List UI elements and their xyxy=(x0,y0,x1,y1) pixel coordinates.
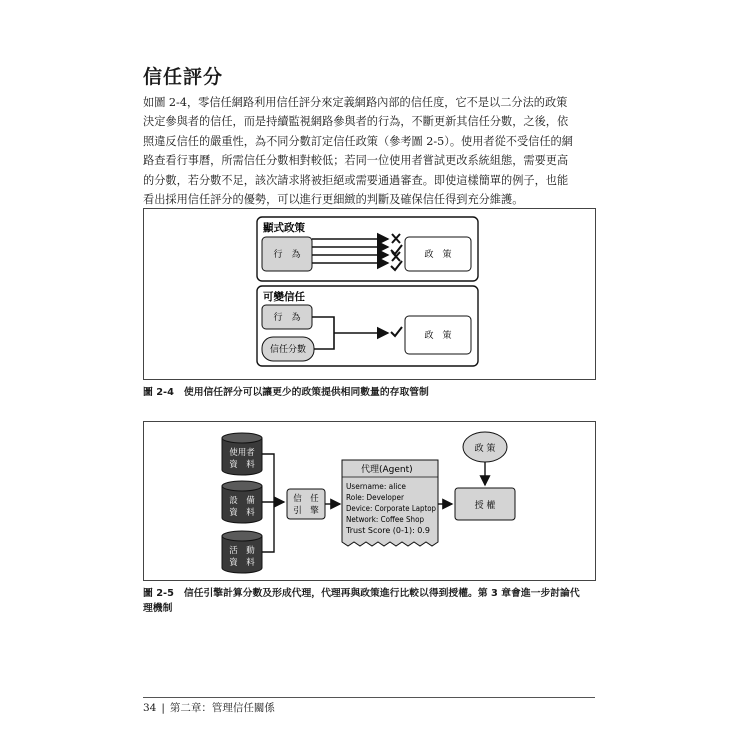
figure-2-4-caption xyxy=(143,385,598,400)
policy-label: 政 策 xyxy=(474,444,496,454)
device-data-label-1: 設 備 xyxy=(229,496,255,506)
device-data-database-icon xyxy=(222,481,262,523)
agent-field-device: Device: Corporate Laptop xyxy=(346,504,436,513)
page-title: 信任評分 xyxy=(143,66,224,88)
agent-field-network: Network: Coffee Shop xyxy=(346,515,424,524)
page-number: 34 xyxy=(143,702,157,714)
activity-data-database-icon xyxy=(222,531,262,573)
paragraph-line: 決定參與者的信任，而是持續監視網路參與者的行為，不斷更新其信任分數，之後，依 xyxy=(143,115,569,129)
variable-policy-label: 政 策 xyxy=(424,331,452,341)
agent-field-trust-score: Trust Score (0-1): 0.9 xyxy=(345,526,430,535)
trust-engine-label-2: 引 擎 xyxy=(293,506,319,516)
explicit-behavior-label: 行 為 xyxy=(273,250,301,260)
figure-2-5 xyxy=(143,421,596,581)
authorize-label: 授 權 xyxy=(474,501,496,511)
caption-text: 信任引擎計算分數及形成代理，代理再與政策進行比較以得到授權。第 3 章會進一步討論代 xyxy=(183,588,580,599)
caption-label: 圖 2-5 xyxy=(143,588,174,599)
paragraph-line: 的分數，若分數不足，該次請求將被拒絕或需要通過審查。即使這樣簡單的例子，也能 xyxy=(143,173,569,187)
footer-rule xyxy=(143,697,595,698)
body-paragraph xyxy=(143,93,598,209)
paragraph-line: 看出採用信任評分的優勢，可以進行更細緻的判斷及確保信任得到充分維護。 xyxy=(143,193,524,207)
figure-2-5-caption xyxy=(143,586,598,616)
footer-separator: | xyxy=(161,702,165,714)
variable-trust-title: 可變信任 xyxy=(263,291,305,303)
device-data-label-2: 資 料 xyxy=(229,508,255,518)
page-footer xyxy=(143,700,275,715)
figure-2-4-diagram xyxy=(144,209,595,379)
agent-field-role: Role: Developer xyxy=(346,493,405,502)
paragraph-line: 如圖 2-4，零信任網路利用信任評分來定義網路內部的信任度，它不是以二分法的政策 xyxy=(143,96,568,109)
caption-text: 使用信任評分可以讓更少的政策提供相同數量的存取管制 xyxy=(183,387,429,398)
variable-behavior-label: 行 為 xyxy=(273,313,301,323)
user-data-label-2: 資 料 xyxy=(229,460,255,470)
agent-field-username: Username: alice xyxy=(346,482,407,491)
figure-2-4 xyxy=(143,208,596,380)
user-data-label-1: 使用者 xyxy=(229,448,255,458)
data-to-engine-connectors xyxy=(262,454,284,552)
variable-score-label: 信任分數 xyxy=(269,345,307,355)
paragraph-line: 照違反信任的嚴重性，為不同分數訂定信任政策（參考圖 2-5）。使用者從不受信任的網 xyxy=(143,134,573,148)
explicit-policy-label: 政 策 xyxy=(424,250,452,260)
caption-text-continued: 理機制 xyxy=(143,603,173,614)
trust-engine-label-1: 信 任 xyxy=(293,494,319,504)
caption-label: 圖 2-4 xyxy=(143,387,174,398)
explicit-policy-title: 顯式政策 xyxy=(263,222,305,234)
figure-2-5-diagram xyxy=(144,422,595,580)
activity-data-label-1: 活 動 xyxy=(229,546,255,556)
user-data-database-icon xyxy=(222,433,262,475)
chapter-title: 第二章：管理信任關係 xyxy=(169,702,275,714)
activity-data-label-2: 資 料 xyxy=(229,558,255,568)
paragraph-line: 路查看行事曆，所需信任分數相對較低；若同一位使用者嘗試更改系統組態，需要更高 xyxy=(143,154,569,168)
agent-title: 代理(Agent) xyxy=(361,465,413,475)
